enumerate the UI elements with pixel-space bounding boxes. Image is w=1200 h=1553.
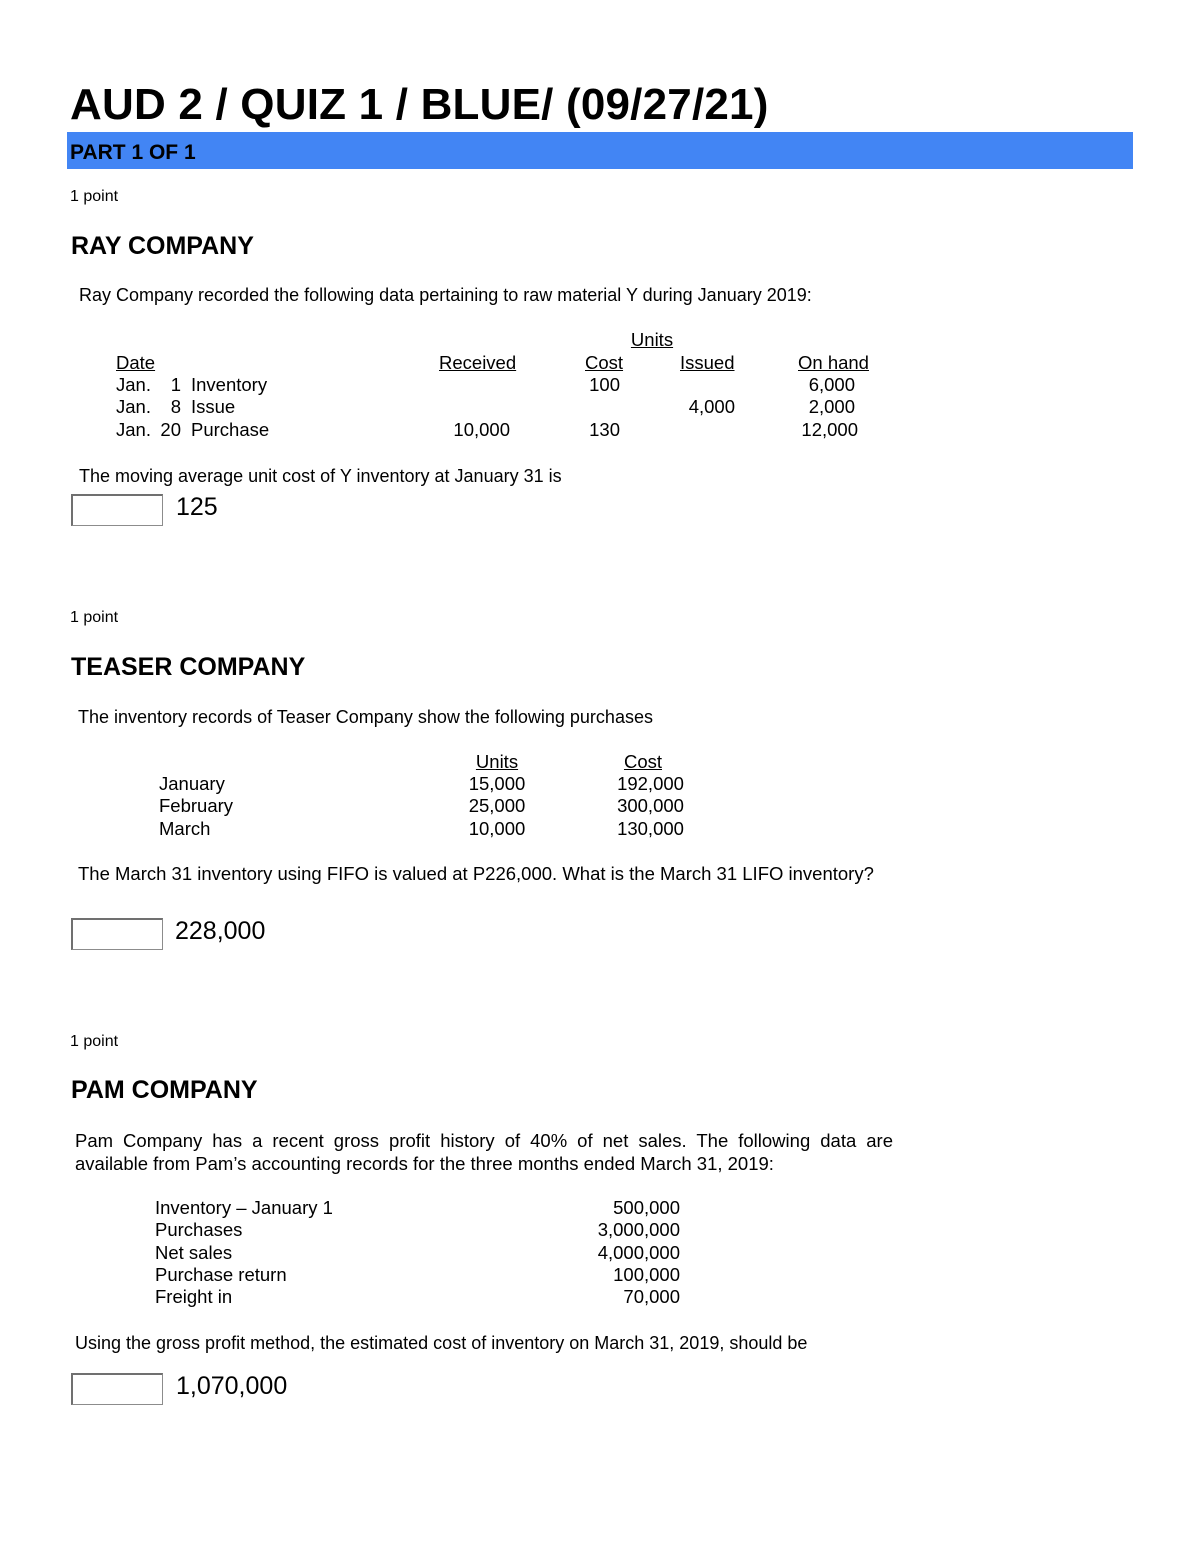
table-cell-cost: 130,000 — [617, 818, 684, 839]
table-cell-label: Freight in — [155, 1286, 233, 1307]
answer-value: 125 — [176, 493, 218, 521]
table-cell-desc: Inventory — [191, 374, 268, 395]
table-cell-onhand: 2,000 — [808, 396, 855, 417]
table-cell-units: 25,000 — [468, 795, 526, 816]
table-cell-cost: 100 — [589, 374, 620, 395]
table-cell-date: Jan. — [116, 419, 151, 440]
table-cell-desc: Purchase — [191, 419, 270, 440]
table-group-header: Units — [630, 329, 674, 350]
answer-value: 1,070,000 — [176, 1372, 288, 1400]
answer-input[interactable] — [71, 918, 163, 950]
table-header-date: Date — [116, 352, 156, 373]
table-cell-onhand: 12,000 — [801, 419, 858, 440]
part-label: PART 1 OF 1 — [70, 141, 196, 164]
table-cell-day: 1 — [170, 374, 181, 395]
table-cell-cost: 300,000 — [617, 795, 684, 816]
table-cell-cost: 130 — [589, 419, 620, 440]
question-intro: Pam Company has a recent gross profit history of 40% of net sales. The following data are available from Pam’s accounting records for the three months ended March 31, 2019: — [75, 1130, 893, 1174]
table-header-cost: Cost — [623, 751, 663, 772]
table-cell-value: 100,000 — [613, 1264, 680, 1285]
answer-input[interactable] — [71, 1373, 163, 1405]
question-points: 1 point — [70, 1033, 119, 1050]
question-intro: The inventory records of Teaser Company show the following purchases — [78, 707, 653, 727]
table-cell-value: 500,000 — [613, 1197, 680, 1218]
table-cell-date: Jan. — [116, 396, 151, 417]
question-text: The moving average unit cost of Y inventory at January 31 is — [79, 466, 562, 486]
question-points: 1 point — [70, 609, 119, 626]
answer-value: 228,000 — [175, 917, 266, 945]
question-company: RAY COMPANY — [71, 232, 254, 260]
table-header-received: Received — [439, 352, 517, 373]
table-cell-cost: 192,000 — [617, 773, 684, 794]
table-cell-date: Jan. — [116, 374, 151, 395]
table-cell-month: January — [159, 773, 225, 794]
table-cell-units: 15,000 — [468, 773, 526, 794]
table-header-onhand: On hand — [798, 352, 869, 373]
page-title: AUD 2 / QUIZ 1 / BLUE/ (09/27/21) — [70, 80, 769, 129]
table-cell-value: 4,000,000 — [597, 1242, 680, 1263]
table-cell-desc: Issue — [191, 396, 236, 417]
part-banner — [67, 132, 1133, 169]
table-cell-issued: 4,000 — [688, 396, 735, 417]
table-cell-onhand: 6,000 — [808, 374, 855, 395]
question-points: 1 point — [70, 188, 119, 205]
table-cell-label: Purchase return — [155, 1264, 287, 1285]
table-cell-value: 70,000 — [623, 1286, 680, 1307]
table-cell-day: 8 — [170, 396, 181, 417]
table-cell-units: 10,000 — [468, 818, 526, 839]
question-company: TEASER COMPANY — [71, 653, 306, 681]
table-cell-label: Net sales — [155, 1242, 233, 1263]
table-header-issued: Issued — [680, 352, 735, 373]
answer-input[interactable] — [71, 494, 163, 526]
question-company: PAM COMPANY — [71, 1076, 258, 1104]
table-cell-month: February — [159, 795, 234, 816]
question-intro: Ray Company recorded the following data pertaining to raw material Y during January 2019: — [79, 285, 812, 305]
table-cell-label: Purchases — [155, 1219, 243, 1240]
table-header-units: Units — [475, 751, 519, 772]
table-cell-received: 10,000 — [453, 419, 510, 440]
table-cell-month: March — [159, 818, 211, 839]
table-cell-label: Inventory – January 1 — [155, 1197, 333, 1218]
table-cell-value: 3,000,000 — [597, 1219, 680, 1240]
table-cell-day: 20 — [160, 419, 181, 440]
table-header-cost: Cost — [585, 352, 624, 373]
question-text: Using the gross profit method, the estimated cost of inventory on March 31, 2019, should be — [75, 1333, 808, 1353]
question-text: The March 31 inventory using FIFO is valued at P226,000. What is the March 31 LIFO inventory? — [78, 863, 874, 884]
